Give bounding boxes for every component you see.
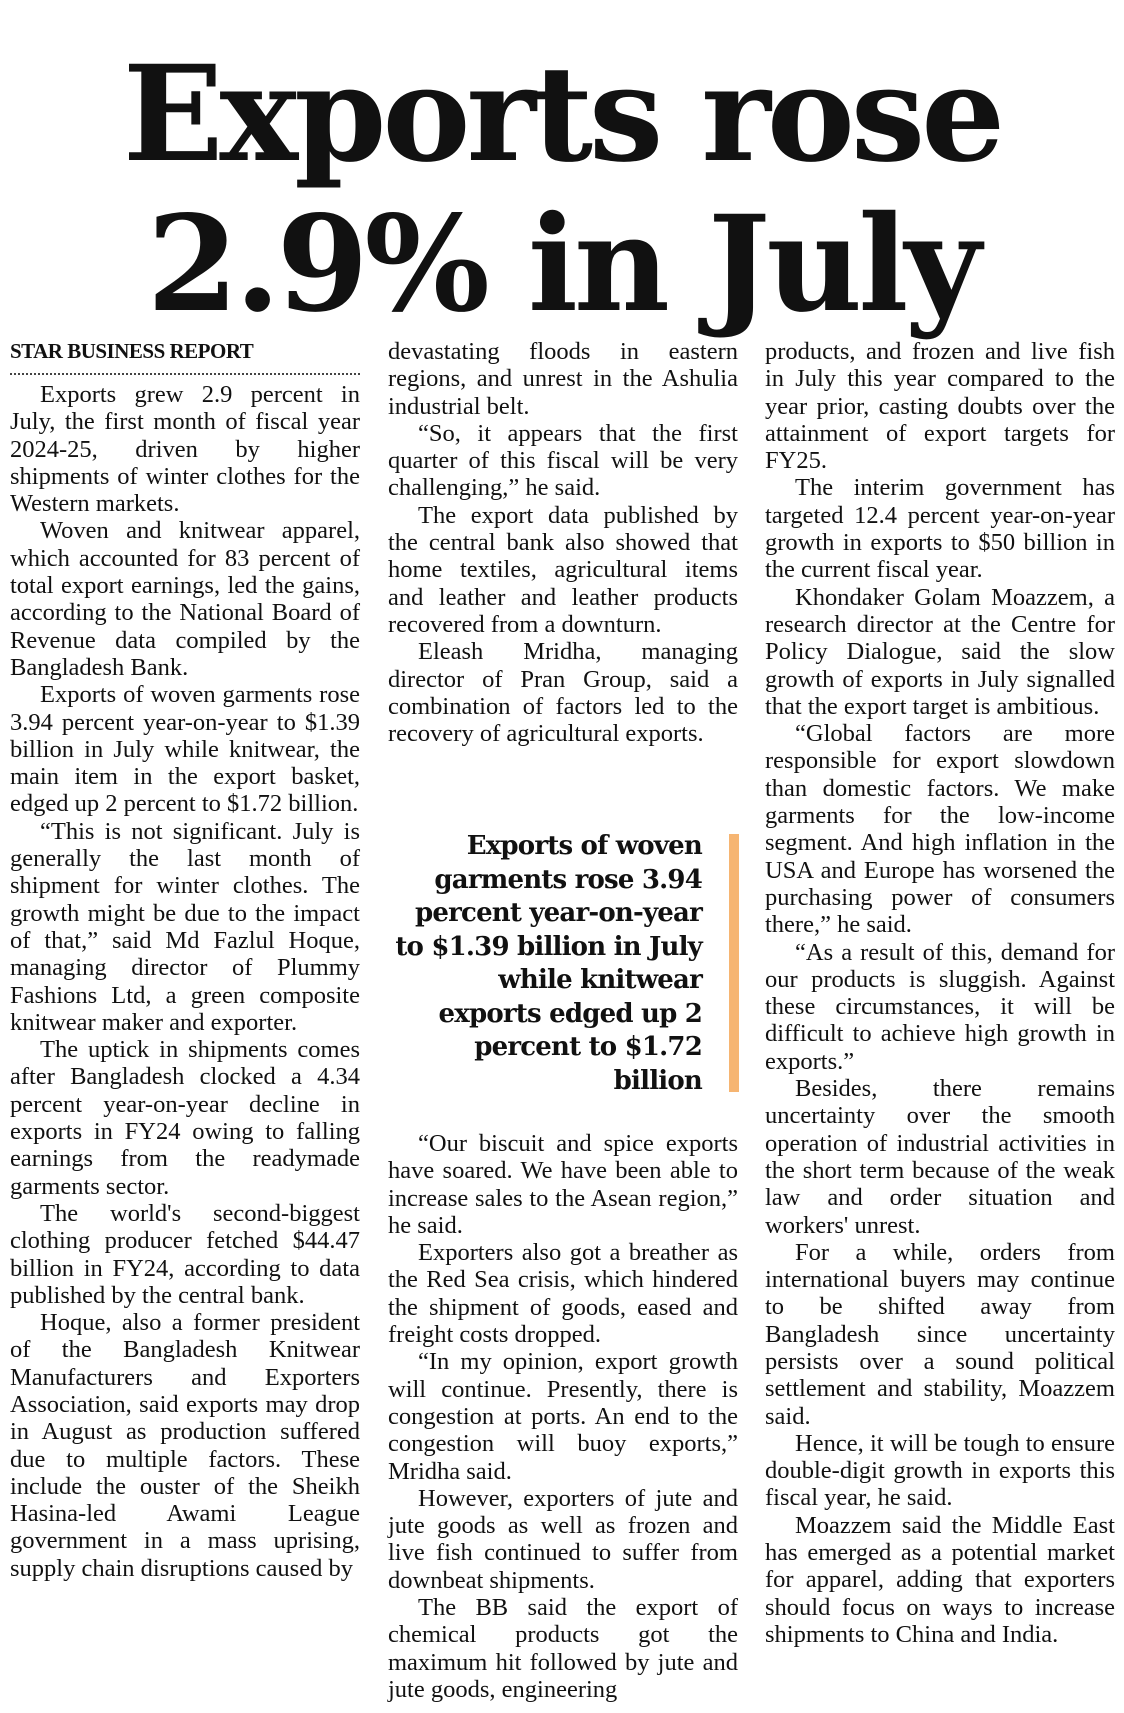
paragraph: Hence, it will be tough to ensure double-digit growth in exports this fiscal year, he said.	[765, 1429, 1115, 1512]
pull-quote-accent-bar	[729, 834, 739, 1092]
paragraph: The BB said the export of chemical products got the maximum hit followed by jute and jute goods, engineering	[388, 1594, 738, 1703]
paragraph: Khondaker Golam Moazzem, a research director at the Centre for Policy Dialogue, said the slow growth of exports in July signalled that the export target is ambitious.	[765, 583, 1115, 720]
paragraph: Moazzem said the Middle East has emerged as a potential market for apparel, adding that exporters should focus on ways to increase shipments to China and India.	[765, 1511, 1115, 1648]
paragraph: The world's second-biggest clothing producer fetched $44.47 billion in FY24, according to data published by the central bank.	[10, 1199, 360, 1309]
paragraph: However, exporters of jute and jute goods as well as frozen and live fish continued to suffer from downbeat shipments.	[388, 1484, 738, 1594]
paragraph: devastating floods in eastern regions, and unrest in the Ashulia industrial belt.	[388, 338, 738, 420]
paragraph: “Our biscuit and spice exports have soared. We have been able to increase sales to the Asean region,” he said.	[388, 1130, 738, 1239]
pull-quote: Exports of woven garments rose 3.94 percent year-on-year to $1.39 billion in July while knitwear exports edged up 2 percent to $1.72 billion	[395, 831, 702, 1096]
paragraph: products, and frozen and live fish in July this year compared to the year prior, casting doubts over the attainment of export targets for FY25.	[765, 338, 1115, 475]
paragraph: The uptick in shipments comes after Bangladesh clocked a 4.34 percent year-on-year decline in exports in FY24 owing to falling earnings from the readymade garments sector.	[10, 1036, 360, 1200]
paragraph: “So, it appears that the first quarter of this fiscal will be very challenging,” he said.	[388, 419, 738, 502]
paragraph: The interim government has targeted 12.4 percent year-on-year growth in exports to $50 billion in the current fiscal year.	[765, 474, 1115, 584]
article-column-3	[765, 338, 1115, 1648]
paragraph: “As a result of this, demand for our products is sluggish. Against these circumstances, it will be difficult to achieve high growth in exports.”	[765, 938, 1115, 1075]
paragraph: “Global factors are more responsible for export slowdown than domestic factors. We make garments for the low-income segment. And high inflation in the USA and Europe has worsened the purchasing power of consumers there,” he said.	[765, 720, 1115, 939]
byline: STAR BUSINESS REPORT	[10, 338, 360, 375]
paragraph: Besides, there remains uncertainty over the smooth operation of industrial activities in the short term because of the weak law and order situation and workers' unrest.	[765, 1075, 1115, 1239]
headline-line-1: Exports rose	[122, 37, 1002, 192]
paragraph: Exporters also got a breather as the Red Sea crisis, which hindered the shipment of goods, eased and freight costs dropped.	[388, 1239, 738, 1349]
paragraph: “This is not significant. July is generally the last month of shipment for winter clothes. The growth might be due to the impact of that,” said Md Fazlul Hoque, managing director of Plummy Fashions Ltd, a green composite knitwear maker and exporter.	[10, 817, 360, 1036]
headline	[0, 37, 1124, 342]
article-column-1	[10, 338, 360, 1582]
paragraph: Hoque, also a former president of the Bangladesh Knitwear Manufacturers and Exporters Association, said exports may drop in August as production suffered due to multiple factors. These include the ouster of the Sheikh Hasina-led Awami League government in a mass uprising, supply chain disruptions caused by	[10, 1309, 360, 1582]
paragraph: Woven and knitwear apparel, which accounted for 83 percent of total export earnings, led the gains, according to the National Board of Revenue data compiled by the Bangladesh Bank.	[10, 517, 360, 681]
article-column-2	[388, 338, 738, 747]
paragraph: Exports of woven garments rose 3.94 percent year-on-year to $1.39 billion in July while knitwear, the main item in the export basket, edged up 2 percent to $1.72 billion.	[10, 681, 360, 818]
headline-line-2: 2.9% in July	[146, 187, 978, 342]
paragraph: Eleash Mridha, managing director of Pran Group, said a combination of factors led to the recovery of agricultural exports.	[388, 638, 738, 748]
paragraph: For a while, orders from international buyers may continue to be shifted away from Bangladesh since uncertainty persists over a sound political settlement and stability, Moazzem said.	[765, 1238, 1115, 1430]
paragraph: “In my opinion, export growth will continue. Presently, there is congestion at ports. An end to the congestion will buoy exports,” Mridha said.	[388, 1348, 738, 1485]
paragraph: Exports grew 2.9 percent in July, the first month of fiscal year 2024-25, driven by higher shipments of winter clothes for the Western markets.	[10, 381, 360, 518]
paragraph: The export data published by the central bank also showed that home textiles, agricultural items and leather and leather products recovered from a downturn.	[388, 501, 738, 638]
article-column-2-continued	[388, 1130, 738, 1703]
